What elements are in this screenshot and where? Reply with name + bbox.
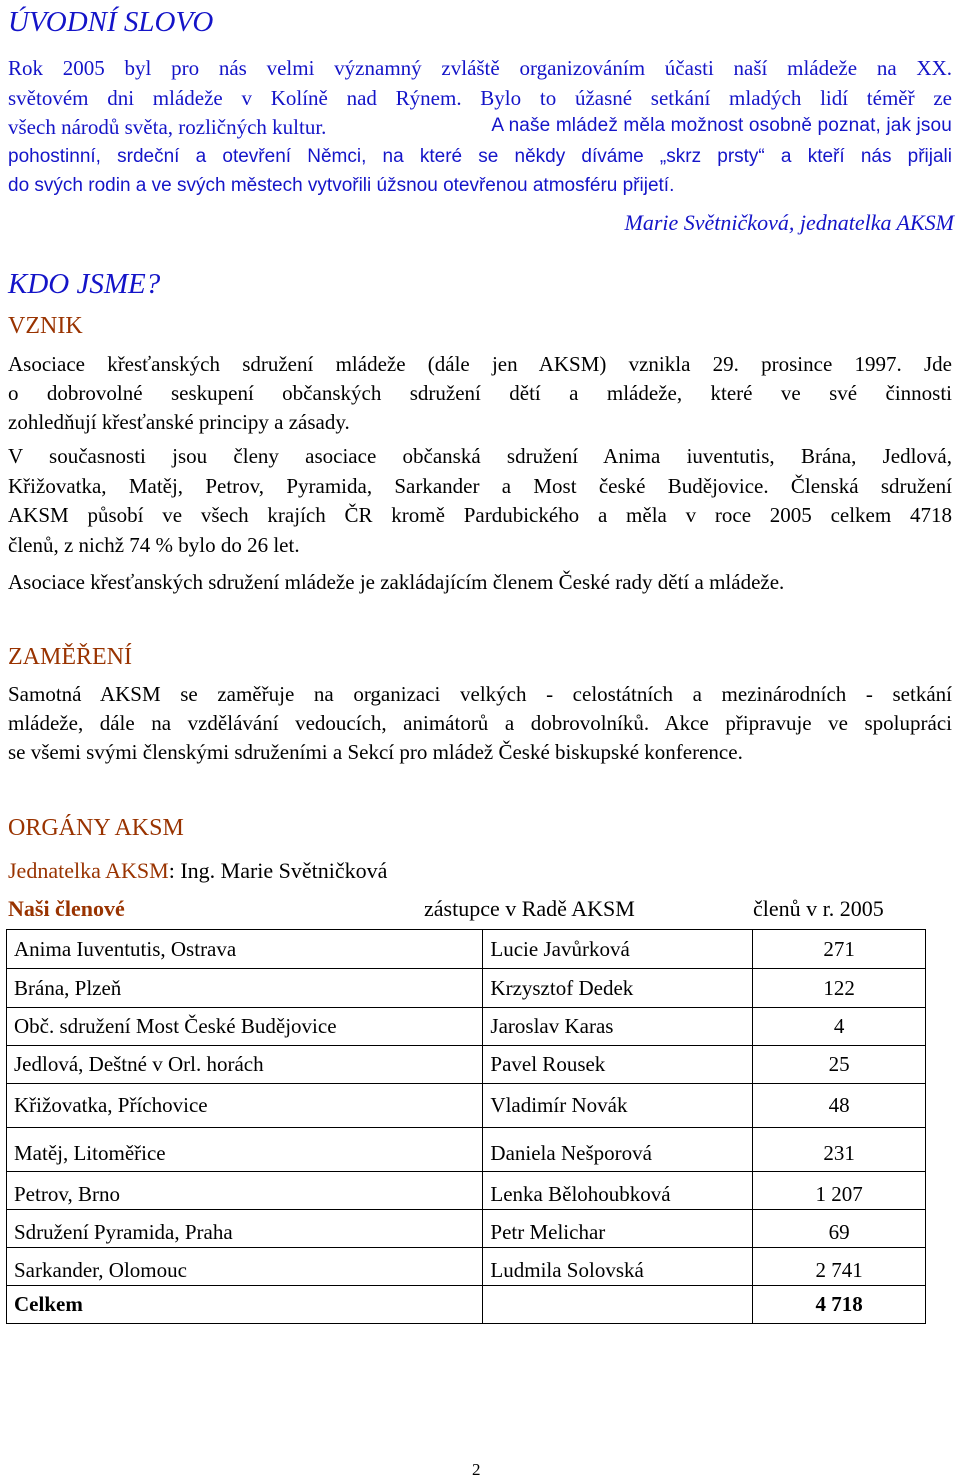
- member-name-cell: Jedlová, Deštné v Orl. horách: [7, 1046, 483, 1084]
- member-rep-cell: Pavel Rousek: [483, 1046, 753, 1084]
- intro-line-3a: všech národů světa, rozličných kultur.: [8, 115, 327, 139]
- organy-heading: ORGÁNY AKSM: [8, 815, 184, 841]
- member-name-cell: Sdružení Pyramida, Praha: [7, 1210, 483, 1248]
- zamereni-line-3: se všemi svými členskými sdruženími a Sekcí pro mládež České biskupské konference.: [8, 740, 743, 764]
- member-rep-cell: Jaroslav Karas: [483, 1008, 753, 1046]
- zamereni-line-1: Samotná AKSM se zaměřuje na organizaci velkých - celostátních a mezinárodních - setkání: [8, 682, 952, 706]
- members-col-header: Naši členové: [8, 896, 125, 921]
- table-row: [7, 1210, 926, 1248]
- intro-line-1: Rok 2005 byl pro nás velmi významný zvláště organizováním účasti naší mládeže na XX.: [8, 56, 952, 80]
- table-row: [7, 1172, 926, 1210]
- vznik-p3: Asociace křesťanských sdružení mládeže je zakládajícím členem České rady dětí a mládeže.: [8, 570, 785, 594]
- intro-line-2: světovém dni mládeže v Kolíně nad Rýnem. Bylo to úžasné setkání mladých lidí téměř ze: [8, 86, 952, 110]
- member-rep-cell: Lucie Javůrková: [483, 930, 753, 969]
- count-col-header: členů v r. 2005: [753, 896, 884, 921]
- member-count-cell: 2 741: [753, 1248, 926, 1286]
- total-count: 4 718: [753, 1286, 926, 1324]
- member-count-cell: 1 207: [753, 1172, 926, 1210]
- intro-signature: Marie Světničková, jednatelka AKSM: [624, 210, 954, 235]
- member-count-cell: 4: [753, 1008, 926, 1046]
- vznik-p2-line-1: V současnosti jsou členy asociace občanská sdružení Anima iuventutis, Brána, Jedlová,: [8, 444, 952, 468]
- member-rep-cell: Vladimír Novák: [483, 1084, 753, 1128]
- zamereni-heading: ZAMĚŘENÍ: [8, 644, 132, 670]
- table-row: [7, 1084, 926, 1128]
- member-name-cell: Křižovatka, Příchovice: [7, 1084, 483, 1128]
- intro-line-3b: A naše mládež měla možnost osobně poznat, jak jsou: [491, 115, 952, 136]
- total-row: [7, 1286, 926, 1324]
- member-name-cell: Petrov, Brno: [7, 1172, 483, 1210]
- table-row: [7, 1128, 926, 1172]
- table-row: [7, 1046, 926, 1084]
- member-rep-cell: Ludmila Solovská: [483, 1248, 753, 1286]
- member-name-cell: Sarkander, Olomouc: [7, 1248, 483, 1286]
- member-rep-cell: Krzysztof Dedek: [483, 969, 753, 1008]
- page-number: 2: [472, 1460, 481, 1479]
- vznik-p2-line-2: Křižovatka, Matěj, Petrov, Pyramida, Sarkander a Most české Budějovice. Členská sdružení: [8, 474, 952, 498]
- intro-line-5: do svých rodin a ve svých městech vytvořili úžsnou otevřenou atmosféru přijetí.: [8, 175, 675, 196]
- member-count-cell: 25: [753, 1046, 926, 1084]
- table-row: [7, 1008, 926, 1046]
- vznik-p1-line-1: Asociace křesťanských sdružení mládeže (dále jen AKSM) vznikla 29. prosince 1997. Jde: [8, 352, 952, 376]
- jednatelka-value: : Ing. Marie Světničková: [168, 858, 388, 883]
- intro-heading: ÚVODNÍ SLOVO: [8, 6, 214, 38]
- member-count-cell: 48: [753, 1084, 926, 1128]
- kdo-jsme-heading: KDO JSME?: [8, 268, 161, 300]
- member-name-cell: Obč. sdružení Most České Budějovice: [7, 1008, 483, 1046]
- total-label: Celkem: [7, 1286, 483, 1324]
- total-empty-cell: [483, 1286, 753, 1324]
- vznik-p1-line-2: o dobrovolné seskupení občanských sdružení dětí a mládeže, které ve své činnosti: [8, 381, 952, 405]
- jednatelka-line: [8, 858, 387, 884]
- jednatelka-label: Jednatelka AKSM: [8, 858, 169, 883]
- member-count-cell: 231: [753, 1128, 926, 1172]
- member-count-cell: 271: [753, 930, 926, 969]
- rep-col-header: zástupce v Radě AKSM: [424, 896, 635, 921]
- table-row: [7, 1248, 926, 1286]
- table-row: [7, 969, 926, 1008]
- vznik-p2-line-4: členů, z nichž 74 % bylo do 26 let.: [8, 533, 300, 557]
- member-rep-cell: Petr Melichar: [483, 1210, 753, 1248]
- member-rep-cell: Daniela Nešporová: [483, 1128, 753, 1172]
- member-name-cell: Matěj, Litoměřice: [7, 1128, 483, 1172]
- member-count-cell: 122: [753, 969, 926, 1008]
- member-rep-cell: Lenka Bělohoubková: [483, 1172, 753, 1210]
- vznik-p1-line-3: zohledňují křesťanské principy a zásady.: [8, 410, 350, 434]
- zamereni-line-2: mládeže, dále na vzdělávání vedoucích, animátorů a dobrovolníků. Akce připravuje ve spolupráci: [8, 711, 952, 735]
- member-count-cell: 69: [753, 1210, 926, 1248]
- vznik-p2-line-3: AKSM působí ve všech krajích ČR kromě Pardubického a měla v roce 2005 celkem 4718: [8, 503, 952, 527]
- member-name-cell: Brána, Plzeň: [7, 969, 483, 1008]
- vznik-heading: VZNIK: [8, 313, 83, 339]
- intro-line-3: [8, 115, 952, 140]
- intro-line-4: pohostinní, srdeční a otevření Němci, na které se někdy díváme „skrz prsty“ a kteří nás přijali: [8, 146, 952, 167]
- table-row: [7, 930, 926, 969]
- members-table: [6, 929, 926, 1324]
- member-name-cell: Anima Iuventutis, Ostrava: [7, 930, 483, 969]
